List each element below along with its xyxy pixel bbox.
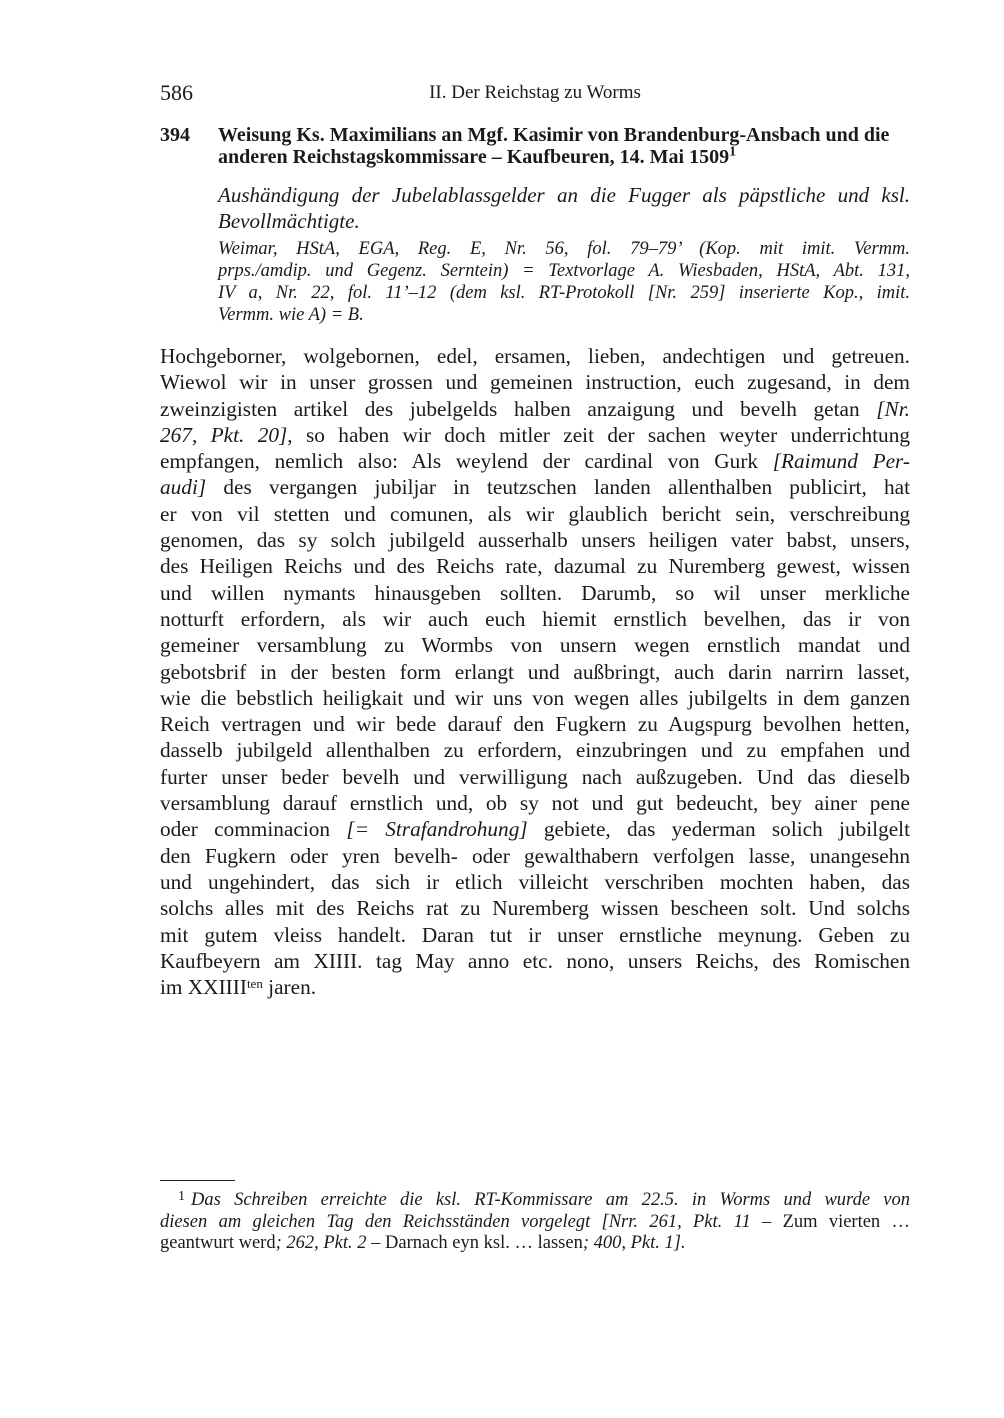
- text-segment: empfangen, nemlich also: Als weylend der cardinal von Gurk: [160, 449, 773, 474]
- text-line: [160, 659, 910, 685]
- text-segment: versamblung darauf ernstlich und, ob sy not und gut bedeucht, bey ainer pene: [160, 791, 910, 816]
- text-line: [160, 869, 910, 895]
- text-segment: gebiete, das yederman solich jubilgelt: [527, 817, 911, 842]
- text-line: [160, 685, 910, 711]
- source-line: Weimar, HStA, EGA, Reg. E, Nr. 56, fol. 79–79’ (Kop. mit imit. Vermm.: [218, 239, 910, 259]
- source-line: prps./amdip. und Gegenz. Serntein) = Textvorlage A. Wiesbaden, HStA, Abt. 131,: [218, 261, 910, 281]
- footnote-ref[interactable]: 1: [729, 144, 737, 160]
- editorial-note: audi]: [160, 475, 207, 500]
- heading-text: Weisung Ks. Maximilians an Mgf. Kasimir von Brandenburg-Ansbach und die anderen Reichstagskommissare – Kaufbeuren, 14. Mai 1509: [218, 124, 890, 168]
- text-segment: oder comminacion: [160, 817, 347, 842]
- text-segment: geantwurt werd: [160, 1233, 276, 1253]
- source-line: IV a, Nr. 22, fol. 11’–12 (dem ksl. RT-Protokoll [Nr. 259] inserierte Kop., imit.: [218, 283, 910, 303]
- text-line: [160, 343, 910, 369]
- text-line: [160, 369, 910, 395]
- editorial-note: 267, Pkt. 20]: [160, 422, 288, 447]
- text-segment: jaren.: [262, 975, 317, 1000]
- text-line: [160, 474, 910, 500]
- text-line: [160, 632, 910, 658]
- document-heading: [218, 124, 910, 168]
- text-segment: des vergangen jubiljar in teutzschen landen allenthalben publicirt, hat: [206, 475, 910, 500]
- text-segment: dasselb jubilgeld allenthalben zu erfordern, einzubringen und zu empfahen und: [160, 738, 910, 763]
- editorial-note: Das Schreiben erreichte die ksl. RT-Kommissare am 22.5. in Worms und wurde von: [191, 1190, 910, 1210]
- text-line: [160, 790, 910, 816]
- text-segment: Zum vierten …: [782, 1211, 910, 1232]
- text-line: [160, 922, 910, 948]
- text-line: [160, 501, 910, 527]
- text-line: [160, 895, 910, 921]
- text-segment: furter unser beder bevelh und verwilligung nach außzugeben. Und das dieselb: [160, 764, 910, 789]
- footnote-number: 1: [178, 1189, 185, 1204]
- text-segment: er von vil stetten und comunen, als wir glaublich bericht sein, verschreibung: [160, 501, 910, 526]
- text-segment: gebotsbrif in der besten form erlangt und außbringt, auch darin narrirn lasset,: [160, 659, 910, 684]
- text-line: [160, 843, 910, 869]
- text-segment: den Fugkern oder yren bevelh- oder gewalthabern verfolgen lasse, unangesehn: [160, 843, 910, 868]
- text-line: [160, 948, 910, 974]
- text-line: [160, 1233, 910, 1255]
- text-line: [160, 1212, 910, 1234]
- editorial-note: [Raimund Per-: [772, 449, 910, 474]
- text-line: [160, 553, 910, 579]
- text-line: [160, 974, 910, 1000]
- text-line: [160, 737, 910, 763]
- source-notes: [218, 238, 910, 326]
- text-segment: genomen, das sy solch jubilgeld ausserhalb unsers heiligen vater babst, unsers,: [160, 528, 910, 553]
- editorial-note: diesen am gleichen Tag den Reichsständen vorgelegt [Nrr. 261, Pkt. 11 –: [160, 1211, 783, 1232]
- text-segment: wie die bebstlich heiligkait und wir uns von wegen alles jubilgelts in dem ganzen: [160, 685, 910, 710]
- text-line: [160, 396, 910, 422]
- page-number: 586: [160, 80, 193, 105]
- text-line: [160, 1186, 910, 1212]
- superscript: ten: [246, 976, 263, 992]
- text-segment: , so haben wir doch mitler zeit der sachen weyter underrichtung: [287, 422, 910, 447]
- text-line: [160, 448, 910, 474]
- text-line: [160, 422, 910, 448]
- text-segment: Kaufbeyern am XIIII. tag May anno etc. nono, unsers Reichs, des Romischen: [160, 948, 910, 973]
- source-line: Vermm. wie A) = B.: [218, 305, 364, 325]
- text-segment: Darnach eyn ksl. … lassen: [385, 1233, 583, 1253]
- text-segment: solchs alles mit des Reichs rat zu Nuremberg wissen bescheen solt. Und solchs: [160, 896, 910, 921]
- text-segment: und willen nymants hinausgeben sollten. Darumb, so wil unser merkliche: [160, 580, 910, 605]
- running-title: II. Der Reichstag zu Worms: [429, 82, 641, 103]
- text-segment: im XXIIII: [160, 975, 247, 1000]
- text-line: [160, 606, 910, 632]
- footnote-divider: [160, 1180, 235, 1181]
- text-segment: zweinzigisten artikel des jubelgelds halben anzaigung und bevelh getan: [160, 396, 877, 421]
- text-line: [160, 764, 910, 790]
- document-number: 394: [160, 124, 190, 146]
- editorial-note: ; 262, Pkt. 2 –: [275, 1233, 386, 1253]
- editorial-note: ; 400, Pkt. 1].: [582, 1233, 686, 1253]
- text-line: [160, 580, 910, 606]
- letter-body: [160, 343, 910, 1000]
- regest: Aushändigung der Jubelablassgelder an die Fugger als päpstliche und ksl. Bevollmächtigte.: [218, 183, 910, 233]
- footnote: [160, 1186, 910, 1255]
- text-line: [160, 527, 910, 553]
- text-segment: Wiewol wir in unser grossen und gemeinen instruction, euch zugesand, in dem: [160, 370, 910, 395]
- text-segment: Reich vertragen und wir bede darauf den Fugkern zu Augspurg bevolhen hetten,: [160, 712, 910, 737]
- text-segment: Hochgeborner, wolgebornen, edel, ersamen, lieben, andechtigen und getreuen.: [160, 344, 910, 368]
- text-line: [160, 816, 910, 842]
- text-segment: mit gutem vleiss handelt. Daran tut ir unser ernstliche meynung. Geben zu: [160, 922, 910, 947]
- text-segment: gemeiner versamblung zu Wormbs von unsern wegen ernstlich mandat und: [160, 633, 910, 658]
- editorial-note: [= Strafandrohung]: [346, 817, 528, 842]
- editorial-note: [Nr.: [876, 396, 910, 421]
- text-segment: des Heiligen Reichs und des Reichs rate, dazumal zu Nuremberg gewest, wissen: [160, 554, 910, 579]
- text-segment: und ungehindert, das sich ir etlich villeicht verschriben mochten haben, das: [160, 869, 910, 894]
- text-segment: notturft erfordern, als wir auch euch hiemit ernstlich bevelhen, das ir von: [160, 606, 910, 631]
- text-line: [160, 711, 910, 737]
